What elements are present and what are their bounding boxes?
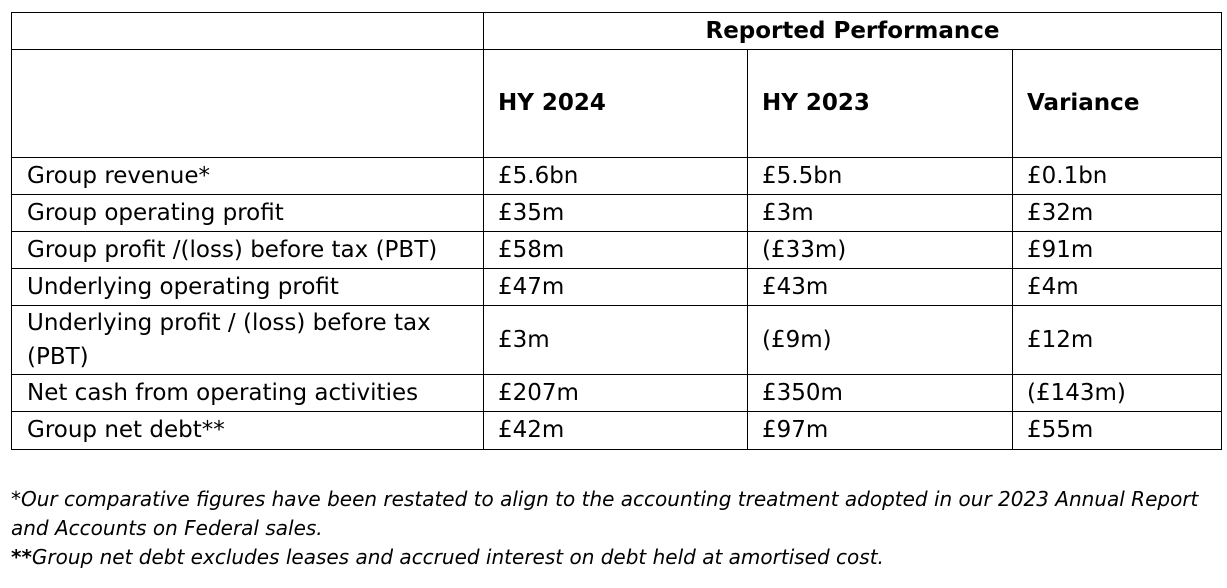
footnote-marker: ** (11, 545, 32, 569)
table-row (12, 195, 1222, 232)
cell-hy2023: £350m (748, 375, 1013, 412)
column-header-hy2024: HY 2024 (484, 50, 748, 158)
cell-variance: £4m (1013, 269, 1222, 306)
cell-hy2024: £35m (484, 195, 748, 232)
cell-hy2024: £58m (484, 232, 748, 269)
table-row (12, 158, 1222, 195)
cell-hy2023: £3m (748, 195, 1013, 232)
cell-hy2023: £43m (748, 269, 1013, 306)
row-label: Group operating profit (12, 195, 484, 232)
row-label: Group net debt** (12, 412, 484, 450)
row-label: Underlying profit / (loss) before tax (PBT) (12, 306, 484, 375)
cell-variance: £12m (1013, 306, 1222, 375)
table-row (12, 412, 1222, 450)
cell-hy2024: £5.6bn (484, 158, 748, 195)
row-label: Group profit /(loss) before tax (PBT) (12, 232, 484, 269)
cell-hy2023: (£9m) (748, 306, 1013, 375)
table-row (12, 306, 1222, 375)
reported-performance-table (11, 12, 1222, 450)
cell-hy2023: £97m (748, 412, 1013, 450)
cell-variance: £32m (1013, 195, 1222, 232)
table-row (12, 375, 1222, 412)
footnote-restatement: *Our comparative figures have been restated to align to the accounting treatment adopted in our 2023 Annual Report and Accounts on Federal sales. (11, 487, 1199, 540)
table-column-header-row (12, 50, 1222, 158)
cell-variance: £0.1bn (1013, 158, 1222, 195)
row-label: Net cash from operating activities (12, 375, 484, 412)
cell-variance: £91m (1013, 232, 1222, 269)
row-label: Underlying operating profit (12, 269, 484, 306)
cell-hy2023: (£33m) (748, 232, 1013, 269)
cell-variance: £55m (1013, 412, 1222, 450)
table-row (12, 232, 1222, 269)
group-header-cell: Reported Performance (484, 13, 1222, 50)
cell-hy2024: £47m (484, 269, 748, 306)
cell-hy2024: £207m (484, 375, 748, 412)
column-header-hy2023: HY 2023 (748, 50, 1013, 158)
cell-hy2024: £42m (484, 412, 748, 450)
empty-header-cell (12, 50, 484, 158)
footnote-net-debt-text: Group net debt excludes leases and accrued interest on debt held at amortised cost. (31, 545, 884, 569)
column-header-variance: Variance (1013, 50, 1222, 158)
footnotes (11, 485, 1221, 572)
table-row (12, 269, 1222, 306)
row-label: Group revenue* (12, 158, 484, 195)
cell-variance: (£143m) (1013, 375, 1222, 412)
footnote-net-debt (11, 543, 1221, 572)
cell-hy2024: £3m (484, 306, 748, 375)
table-group-header-row (12, 13, 1222, 50)
cell-hy2023: £5.5bn (748, 158, 1013, 195)
empty-corner-cell (12, 13, 484, 50)
